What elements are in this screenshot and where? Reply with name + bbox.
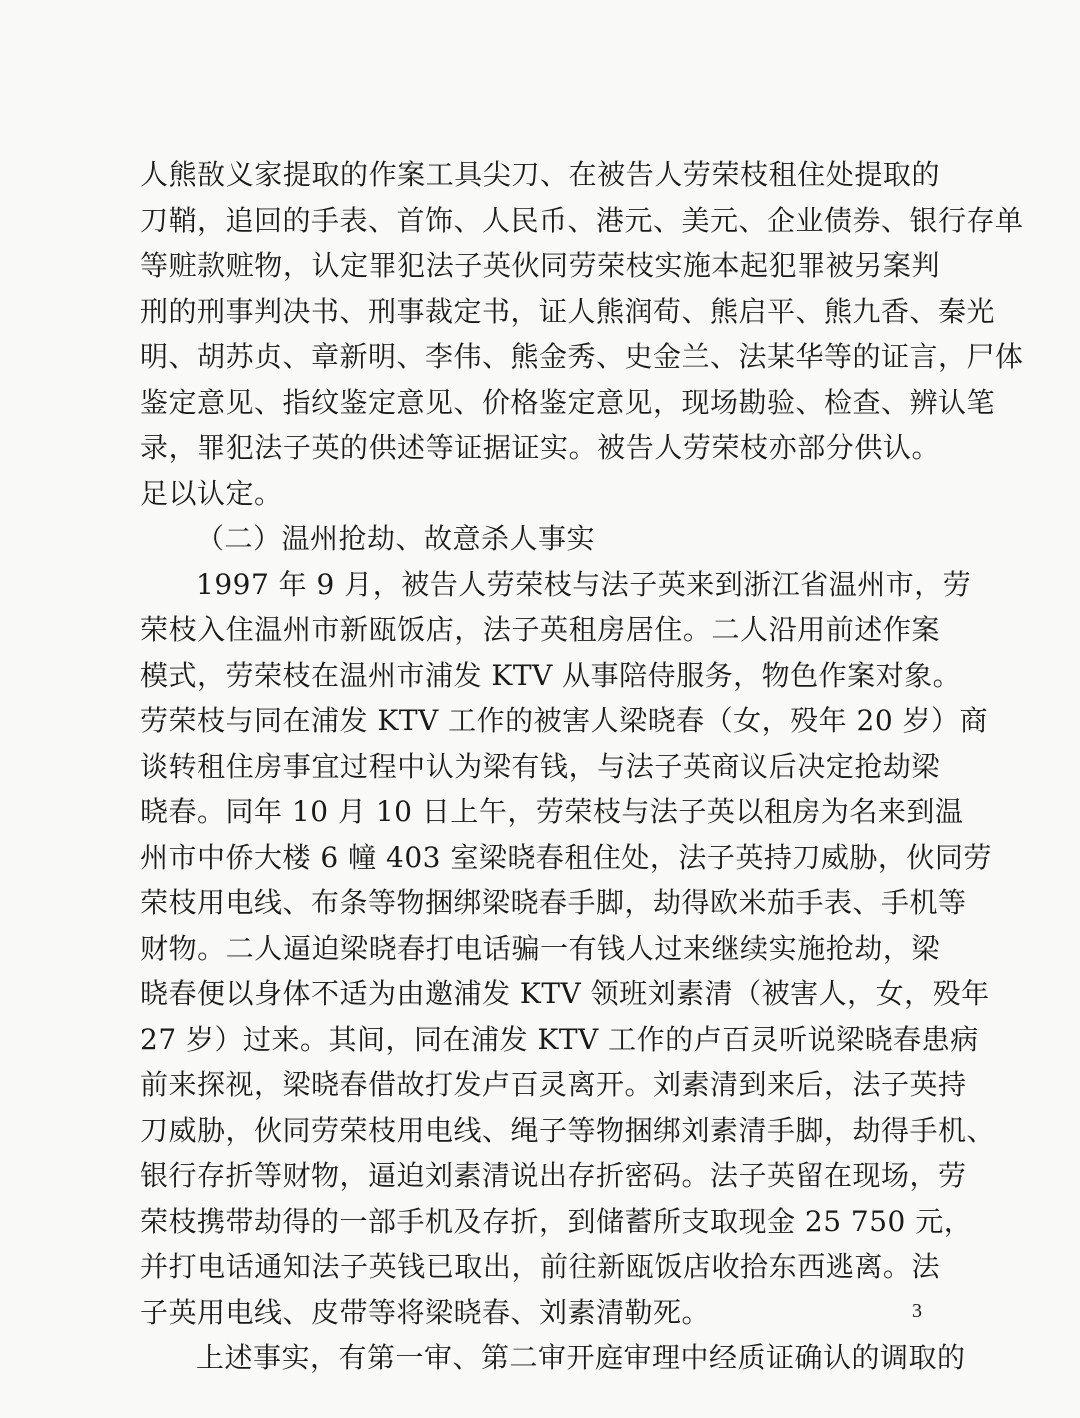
text-line: 模式，劳荣枝在温州市浦发 KTV 从事陪侍服务，物色作案对象。 (140, 658, 962, 692)
text-line: 子英用电线、皮带等将梁晓春、刘素清勒死。 (140, 1295, 711, 1329)
text-line: 明、胡苏贞、章新明、李伟、熊金秀、史金兰、法某华等的证言，尸体 (140, 340, 1024, 373)
text-line: 荣枝携带劫得的一部手机及存折，到储蓄所支取现金 25 750 元， (140, 1204, 973, 1238)
text-line: 前来探视，梁晓春借故打发卢百灵离开。刘素清到来后，法子英持 (140, 1068, 967, 1101)
text-line: 人熊敔义家提取的作案工具尖刀、在被告人劳荣枝租住处提取的 (140, 158, 940, 191)
text-line: 1997 年 9 月，被告人劳荣枝与法子英来到浙江省温州市，劳 (196, 567, 972, 601)
text-line: 刑的刑事判决书、刑事裁定书，证人熊润荀、熊启平、熊九香、秦光 (140, 294, 996, 328)
text-line: 等赃款赃物，认定罪犯法子英伙同劳荣枝实施本起犯罪被另案判 (140, 249, 940, 282)
text-line: 谈转租住房事宜过程中认为梁有钱，与法子英商议后决定抢劫梁 (140, 749, 940, 783)
text-line: 录，罪犯法子英的供述等证据证实。被告人劳荣枝亦部分供认。 (140, 431, 940, 464)
text-line: 足以认定。 (140, 476, 283, 510)
text-line: 财物。二人逼迫梁晓春打电话骗一有钱人过来继续实施抢劫，梁 (140, 931, 940, 965)
section-heading: （二）温州抢劫、故意杀人事实 (196, 522, 596, 555)
text-line: 鉴定意见、指纹鉴定意见、价格鉴定意见，现场勘验、检查、辨认笔 (140, 385, 996, 419)
text-line: 上述事实，有第一审、第二审开庭审理中经质证确认的调取的 (196, 1341, 966, 1374)
text-line: 并打电话通知法子英钱已取出，前往新瓯饭店收拾东西逃离。法 (140, 1250, 940, 1283)
text-line: 晓春。同年 10 月 10 日上午，劳荣枝与法子英以租房为名来到温 (140, 795, 964, 828)
page-number: 3 (912, 1300, 922, 1322)
text-line: 刀威胁，伙同劳荣枝用电线、绳子等物捆绑刘素清手脚，劫得手机、 (140, 1113, 996, 1147)
text-line: 晓春便以身体不适为由邀浦发 KTV 领班刘素清（被害人，女，殁年 (140, 977, 990, 1010)
body-text (140, 152, 1024, 1381)
text-line: 荣枝用电线、布条等物捆绑梁晓春手脚，劫得欧米茄手表、手机等 (140, 886, 967, 919)
text-line: 27 岁）过来。其间，同在浦发 KTV 工作的卢百灵听说梁晓春患病 (140, 1022, 979, 1056)
text-line: 荣枝入住温州市新瓯饭店，法子英租房居住。二人沿用前述作案 (140, 613, 940, 646)
text-line: 劳荣枝与同在浦发 KTV 工作的被害人梁晓春（女，殁年 20 岁）商 (140, 704, 989, 737)
text-line: 州市中侨大楼 6 幢 403 室梁晓春租住处，法子英持刀威胁，伙同劳 (140, 840, 992, 874)
text-line: 银行存折等财物，逼迫刘素清说出存折密码。法子英留在现场，劳 (140, 1159, 967, 1192)
text-line: 刀鞘，追回的手表、首饰、人民币、港元、美元、企业债券、银行存单 (140, 203, 1024, 237)
